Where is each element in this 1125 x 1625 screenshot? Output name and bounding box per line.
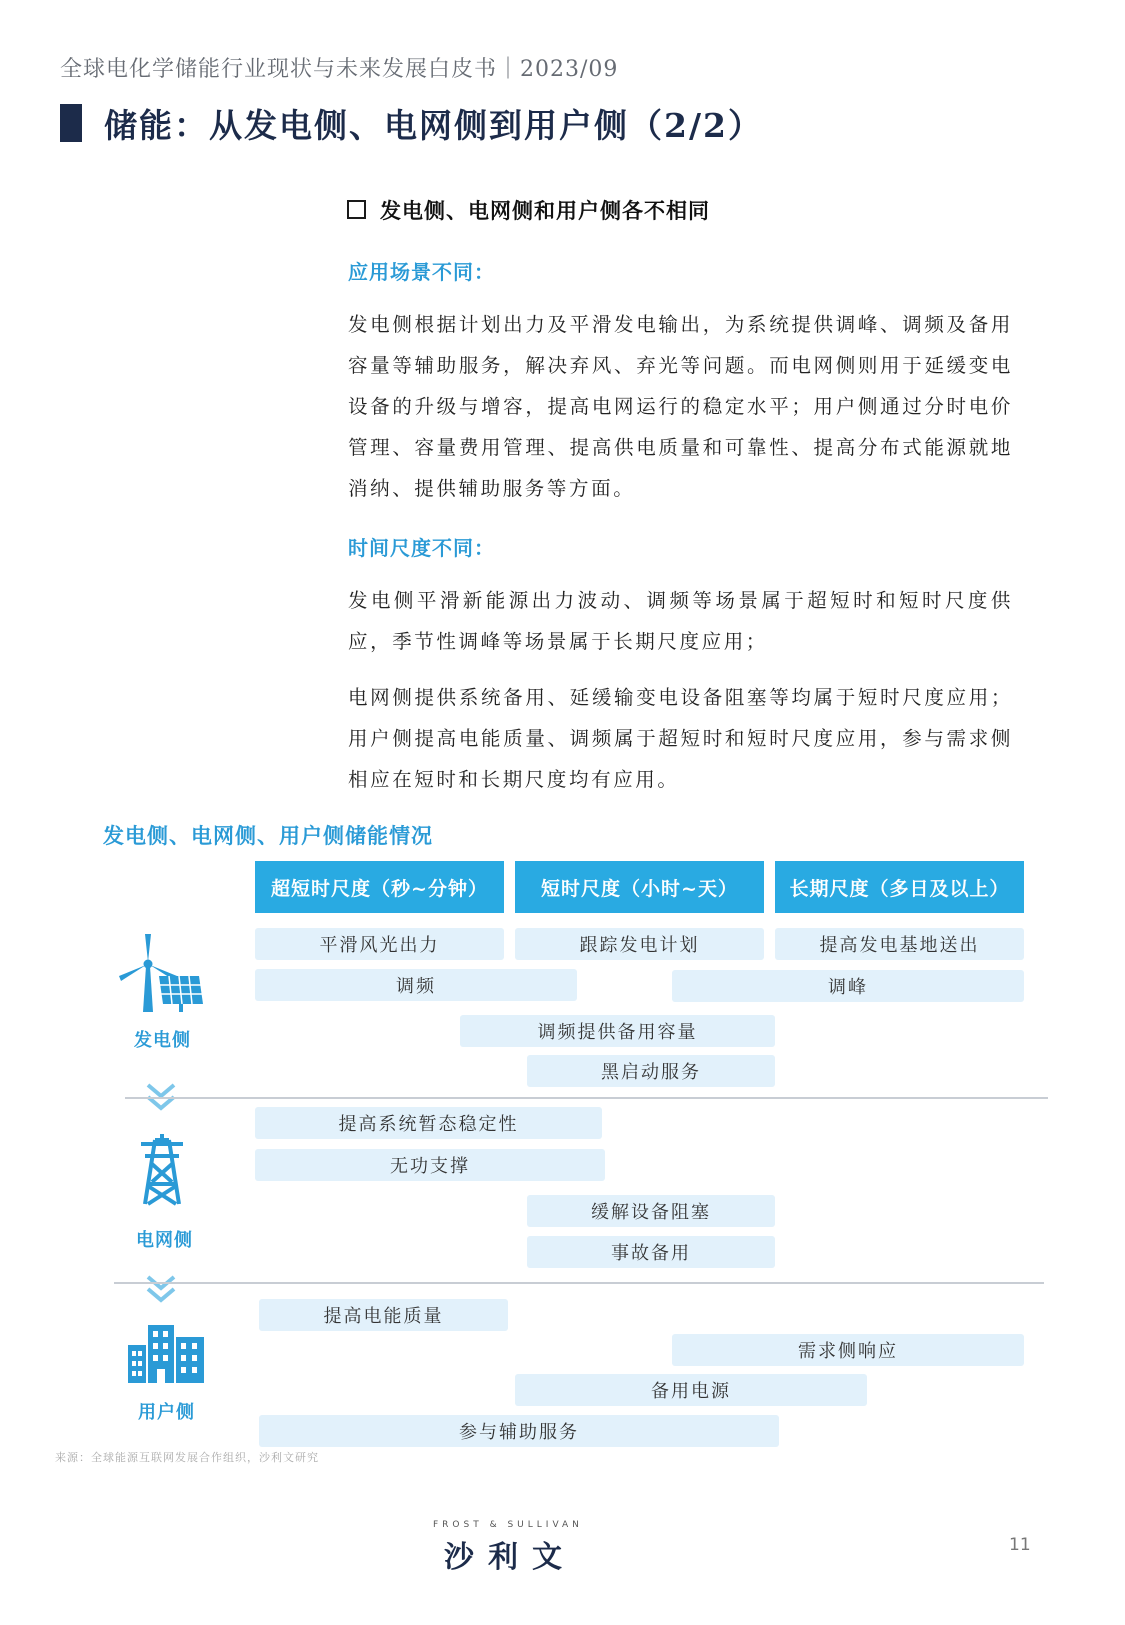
page-title: 储能：从发电侧、电网侧到用户侧（2/2） [104, 106, 763, 145]
brand-logo-en: FROST & SULLIVAN [433, 1520, 583, 1530]
cell-transient-stability: 提高系统暂态稳定性 [255, 1107, 602, 1139]
column-header-ultra-short: 超短时尺度（秒~分钟） [255, 861, 504, 913]
grid-side-label: 电网侧 [136, 1230, 193, 1251]
cell-frequency-regulation: 调频 [255, 969, 577, 1001]
cell-track-generation-plan: 跟踪发电计划 [515, 928, 764, 960]
cell-reactive-support: 无功支撑 [255, 1149, 605, 1181]
cell-relieve-congestion: 缓解设备阻塞 [527, 1195, 775, 1227]
cell-emergency-reserve: 事故备用 [527, 1236, 775, 1268]
user-side-label: 用户侧 [138, 1402, 195, 1423]
document-title: 全球电化学储能行业现状与未来发展白皮书｜2023/09 [60, 57, 619, 82]
scenario-heading: 应用场景不同： [348, 260, 495, 284]
cell-peak-shaving: 调峰 [672, 970, 1024, 1002]
generation-side-label: 发电侧 [134, 1030, 191, 1051]
column-header-long: 长期尺度（多日及以上） [775, 861, 1024, 913]
source-note: 来源：全球能源互联网发展合作组织，沙利文研究 [55, 1451, 319, 1464]
buildings-icon [128, 1325, 204, 1383]
brand-logo-cn: 沙利文 [444, 1540, 576, 1575]
cell-ancillary-services: 参与辅助服务 [259, 1415, 779, 1447]
cell-black-start: 黑启动服务 [527, 1055, 775, 1087]
chevron-down-icon [145, 1273, 177, 1309]
cell-backup-power: 备用电源 [515, 1374, 867, 1406]
column-header-short: 短时尺度（小时~天） [515, 861, 764, 913]
title-accent-bar [60, 104, 82, 142]
wind-solar-icon [115, 932, 203, 1012]
cell-smooth-wind-solar: 平滑风光出力 [255, 928, 504, 960]
cell-regulation-reserve-capacity: 调频提供备用容量 [460, 1015, 775, 1047]
bullet-heading: 发电侧、电网侧和用户侧各不相同 [380, 198, 710, 223]
cell-improve-base-transmission: 提高发电基地送出 [775, 928, 1024, 960]
page-number: 11 [1009, 1535, 1031, 1555]
scenario-paragraph: 发电侧根据计划出力及平滑发电输出，为系统提供调峰、调频及备用容量等辅助服务，解决弃风、弃光等问题。而电网侧则用于延缓变电设备的升级与增容，提高电网运行的稳定水平；用户侧通过分时电价管理、容量费用管理、提高供电质量和可靠性、提高分布式能源就地消纳、提供辅助服务等方面。 [348, 313, 1013, 500]
time-paragraph-2: 电网侧提供系统备用、延缓输变电设备阻塞等均属于短时尺度应用；用户侧提高电能质量、调频属于超短时和短时尺度应用，参与需求侧相应在短时和长期尺度均有应用。 [348, 686, 1013, 791]
chevron-down-icon [145, 1081, 177, 1117]
checkbox-bullet-icon [347, 200, 366, 219]
divider-generation-grid [125, 1097, 1048, 1099]
cell-demand-response: 需求侧响应 [672, 1334, 1024, 1366]
cell-power-quality: 提高电能质量 [259, 1299, 508, 1331]
time-paragraph-1: 发电侧平滑新能源出力波动、调频等场景属于超短时和短时尺度供应，季节性调峰等场景属于长期尺度应用； [348, 589, 1013, 653]
divider-grid-user [114, 1282, 1044, 1284]
transmission-tower-icon [137, 1134, 187, 1206]
chart-title: 发电侧、电网侧、用户侧储能情况 [103, 823, 433, 848]
time-heading: 时间尺度不同： [348, 536, 495, 560]
